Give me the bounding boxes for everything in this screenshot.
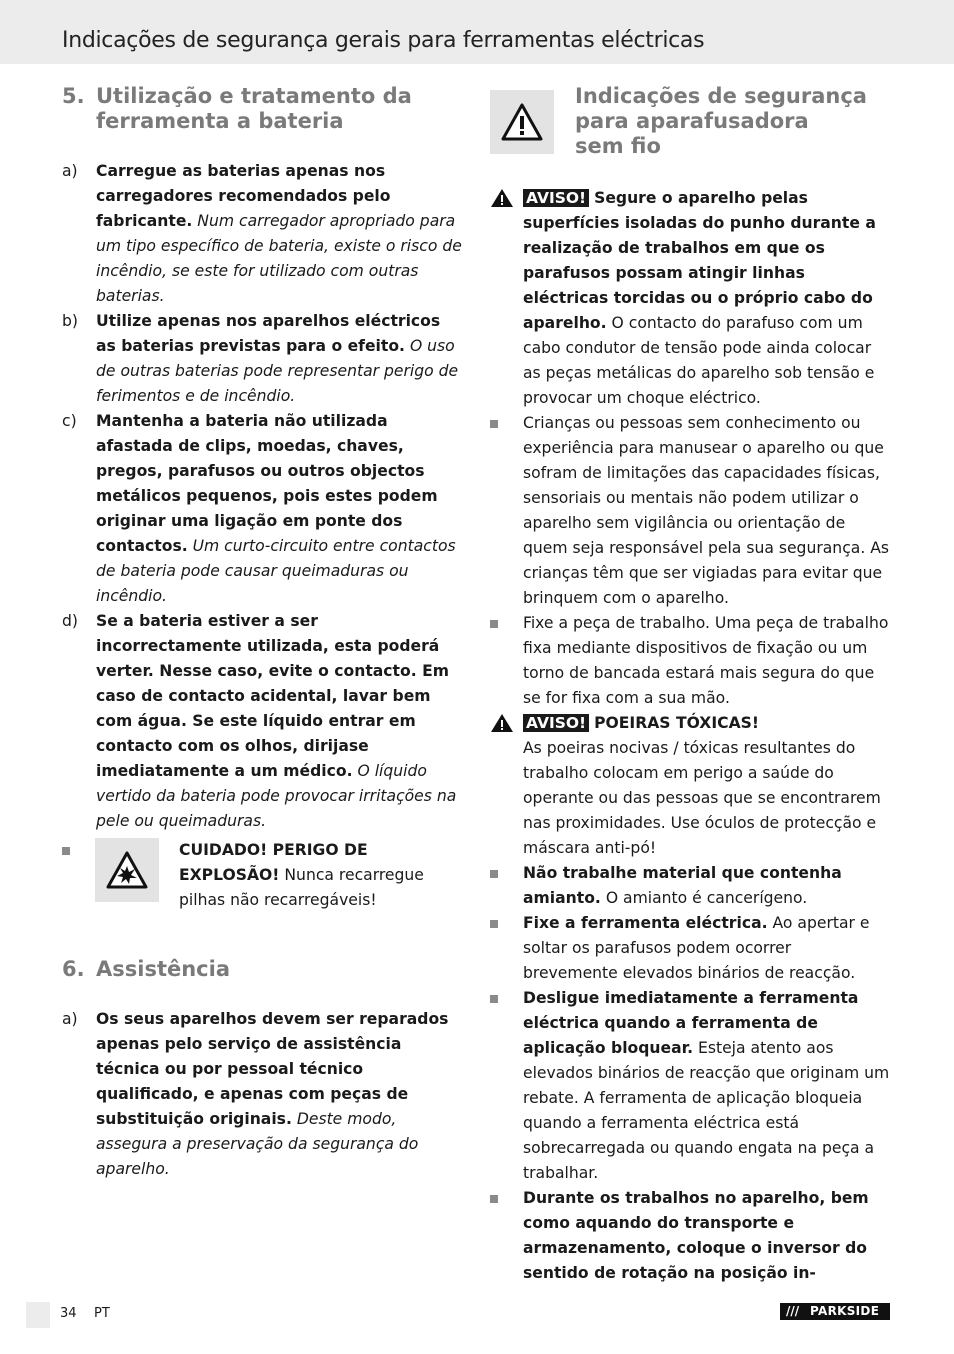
list-item: a) Carregue as baterias apenas nos carregadores recomendados pelo fabricante. Num carregador apropriado para um tipo específico de bateria, existe o risco de incêndio, se este for utilizado com outras baterias. — [62, 162, 462, 305]
right-title-line3: sem fio — [575, 134, 661, 158]
list-item: a) Os seus aparelhos devem ser reparados apenas pelo serviço de assistência técnica ou por pessoal técnico qualificado, e apenas com peças de substituição originais. Deste modo, assegura a preservação da segurança do aparelho. — [62, 1010, 449, 1178]
caution-label: CUIDADO! PERIGO DE EXPLOSÃO! — [179, 841, 368, 884]
parkside-logo: /// PARKSIDE — [780, 1303, 890, 1320]
bullet-marker — [490, 911, 523, 986]
warning-block-2: AVISO! POEIRAS TÓXICAS! As poeiras nocivas / tóxicas resultantes do trabalho colocam em perigo a saúde do operante ou das pessoas que se encontrarem nas proximidades. Use óculos de protecção e máscara anti-pó! — [490, 711, 890, 861]
list-item: Desligue imediatamente a ferramenta eléctrica quando a ferramenta de aplicação bloquear. Esteja atento aos elevados binários de reacção que originam um rebate. A ferramenta de aplicação bloqueia quando a ferramenta eléctrica está sobrecarregada ou quando engata na peça a trabalhar. — [490, 986, 890, 1186]
right-section-heading — [490, 84, 890, 159]
language-code: PT — [94, 1306, 110, 1321]
page-header-band — [0, 0, 954, 64]
list-item: d) Se a bateria estiver a ser incorrectamente utilizada, esta poderá verter. Nesse caso, evite o contacto. Em caso de contacto acidental, lavar bem com água. Se este líquido entrar em contacto com os olhos, dirijase imediatamente a um médico. O líquido vertido da bateria pode provocar irritações na pele ou queimaduras. — [62, 612, 457, 830]
section-5-heading — [62, 84, 464, 134]
footer-page-marker — [26, 1302, 50, 1328]
aviso-label: AVISO! — [523, 189, 589, 207]
list-item: Durante os trabalhos no aparelho, bem como aquando do transporte e armazenamento, coloque o inversor do sentido de rotação na posição in- — [490, 1186, 890, 1286]
list-item: Fixe a peça de trabalho. Uma peça de trabalho fixa mediante dispositivos de fixação ou um torno de bancada estará mais segura do que se for fixa com a sua mão. — [490, 611, 890, 711]
aviso-label: AVISO! — [523, 714, 589, 732]
section-6-title: Assistência — [96, 957, 230, 981]
bullet-marker — [490, 1186, 523, 1286]
bullet-marker — [490, 986, 523, 1186]
list-item: Não trabalhe material que contenha amianto. O amianto é cancerígeno. — [490, 861, 890, 911]
right-title-line2: para aparafusadora — [575, 109, 809, 133]
right-title-line1: Indicações de segurança — [575, 84, 867, 108]
page-number: 34 — [60, 1306, 77, 1321]
explosion-caution: CUIDADO! PERIGO DE EXPLOSÃO! Nunca recarregue pilhas não recarregáveis! — [62, 838, 464, 913]
warning-triangle-icon — [490, 90, 554, 154]
warning-block-1: AVISO! Segure o aparelho pelas superfícies isoladas do punho durante a realização de trabalhos em que os parafusos possam atingir linhas eléctricas torcidas ou o próprio cabo do aparelho. O contacto do parafuso com um cabo condutor de tensão pode ainda colocar as peças metálicas do aparelho sob tensão e provocar um choque eléctrico. — [490, 186, 890, 411]
bullet-marker — [62, 838, 95, 913]
warning-small-icon — [490, 711, 523, 861]
bullet-marker — [490, 411, 523, 611]
section-5-title-line1: Utilização e tratamento da — [96, 84, 412, 108]
section-6-heading — [62, 957, 464, 982]
right-column — [490, 84, 890, 1286]
section-5-title-line2: ferramenta a bateria — [96, 109, 344, 133]
list-item: Crianças ou pessoas sem conhecimento ou experiência para manusear o aparelho ou que sofram de limitações das capacidades físicas, sensoriais ou mentais não podem utilizar o aparelho sem vigilância ou orientação de quem seja responsável pela sua segurança. As crianças têm que ser vigiadas para evitar que brinquem com o aparelho. — [490, 411, 890, 611]
explosion-warning-icon — [95, 838, 159, 902]
section-5-number: 5. — [62, 84, 85, 108]
warning-small-icon — [490, 186, 523, 411]
list-item: b) Utilize apenas nos aparelhos eléctricos as baterias previstas para o efeito. O uso de outras baterias pode representar perigo de ferimentos e de incêndio. — [62, 312, 459, 405]
left-column — [62, 84, 464, 1182]
list-item: c) Mantenha a bateria não utilizada afastada de clips, moedas, chaves, pregos, parafusos ou outros objectos metálicos pequenos, pois estes podem originar uma ligação em ponte dos contactos. Um curto-circuito entre contactos de bateria pode causar queimaduras ou incêndio. — [62, 412, 456, 605]
page-header-title: Indicações de segurança gerais para ferramentas eléctricas — [62, 28, 705, 53]
bullet-marker — [490, 861, 523, 911]
list-item: Fixe a ferramenta eléctrica. Ao apertar e soltar os parafusos podem ocorrer brevemente elevados binários de reacção. — [490, 911, 890, 986]
section-6-number: 6. — [62, 957, 85, 981]
bullet-marker — [490, 611, 523, 711]
